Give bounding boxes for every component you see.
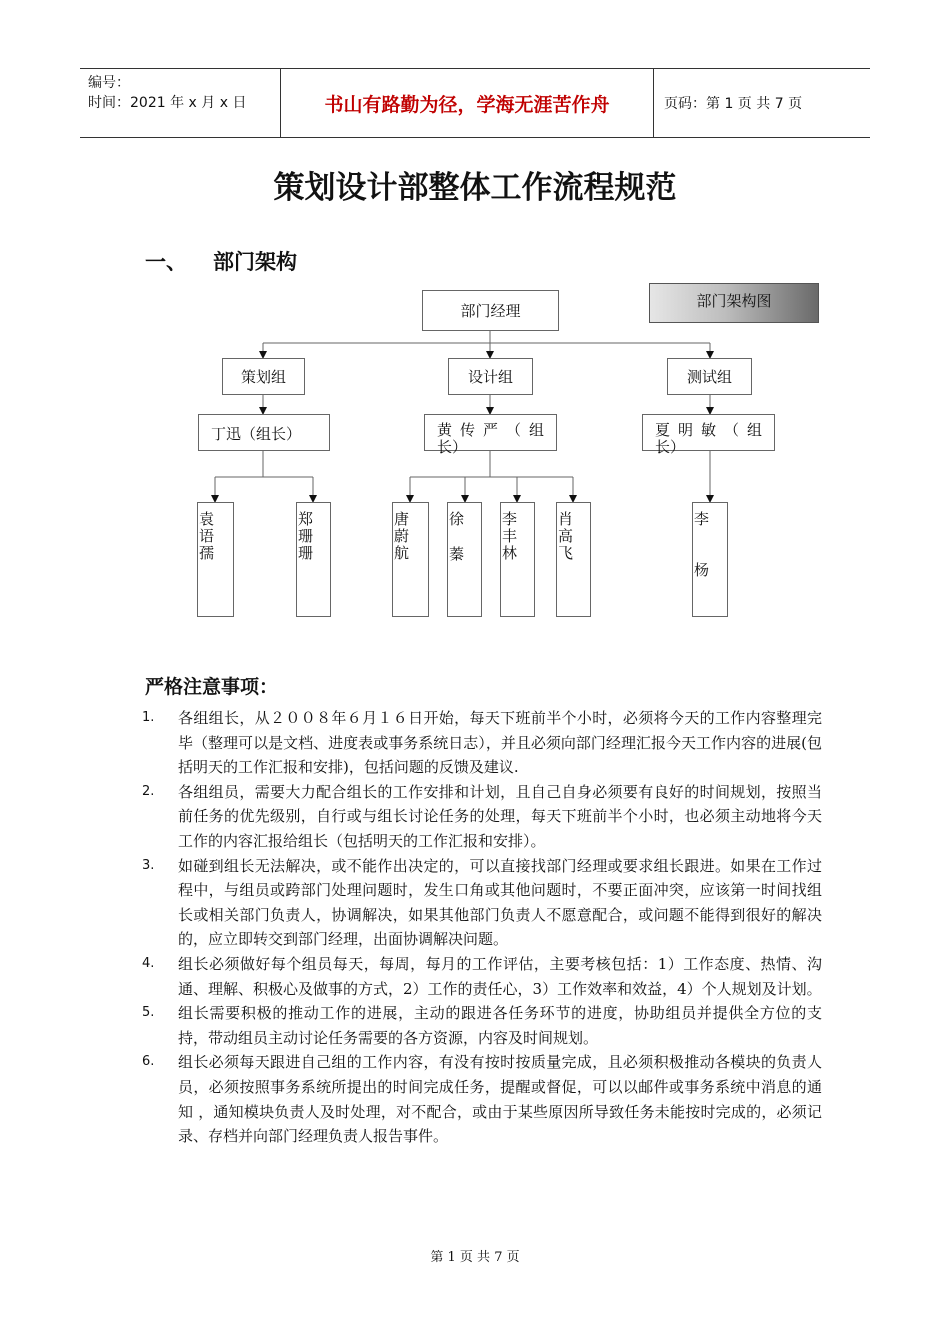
- list-item-number: 1.: [142, 710, 155, 725]
- header-number: 编号：: [88, 75, 130, 91]
- org-manager-label: 部门经理: [460, 302, 521, 320]
- list-item-number: 3.: [142, 857, 155, 873]
- org-group-label: 设计组: [467, 368, 513, 386]
- org-group-testing: [667, 358, 752, 395]
- org-member-name: 袁语孺: [197, 511, 215, 562]
- list-item-text: 如碰到组长无法解决，或不能作出决定的，可以直接找部门经理或要求组长跟进。如果在工作过程中，与组员或跨部门处理问题时，发生口角或其他问题时，不要正面冲突，应该第一时间找组长或相关部门负责人，协调解决，如果其他部门负责人不愿意配合，或问题不能得到很好的解决的，应立即转交到部门经理，出面协调解决问题。: [178, 856, 822, 949]
- page-footer: 第 1 页 共 7 页: [430, 1250, 520, 1265]
- org-lead-testing: [642, 414, 775, 456]
- org-group-label: 策划组: [240, 368, 286, 386]
- list-item: [142, 1050, 822, 1148]
- org-member-name: 李杨: [692, 511, 710, 613]
- list-item-text: 组长必须做好每个组员每天，每周，每月的工作评估，主要考核包括：1）工作态度、热情、沟通、理解、积极心及做事的方式，2）工作的责任心，3）工作效率和效益，4）个人规划及计划。: [178, 954, 822, 998]
- org-group-label: 测试组: [686, 368, 732, 386]
- document-title: 策划设计部整体工作流程规范: [273, 170, 677, 206]
- org-lead-label: 丁迅（组长）: [211, 425, 302, 443]
- org-member-box: [692, 502, 728, 617]
- org-member-name: 郑珊珊: [296, 511, 314, 562]
- section-number: 一、: [145, 249, 187, 274]
- list-item-number: 2.: [142, 783, 155, 799]
- list-item: [142, 780, 822, 854]
- org-lead-line1: 黄传严（组: [437, 421, 544, 439]
- org-member-box: [392, 502, 429, 617]
- header-page-info: 页码：第 1 页 共 7 页: [664, 96, 803, 112]
- org-chart-legend: 部门架构图: [649, 283, 819, 323]
- org-group-design: [448, 358, 533, 395]
- org-group-planning: [222, 358, 305, 395]
- list-item: [142, 1001, 822, 1050]
- org-lead-line2: 长）: [437, 438, 468, 456]
- org-manager-box: [422, 290, 559, 331]
- org-member-name: 肖高飞: [556, 511, 574, 562]
- header-time: 时间：2021 年 x 月 x 日: [88, 95, 247, 111]
- notes-heading: 严格注意事项：: [145, 676, 279, 698]
- list-item: [142, 706, 822, 780]
- list-item: [142, 854, 822, 952]
- section-title: 部门架构: [213, 249, 297, 274]
- list-item-text: 各组组员，需要大力配合组长的工作安排和计划，且自己自身必须要有良好的时间规划，按照当前任务的优先级别，自行或与组长讨论任务的处理，每天下班前半个小时，也必须主动地将今天工作的内容汇报给组长（包括明天的工作汇报和安排）。: [178, 782, 822, 850]
- notes-list: [142, 706, 822, 1149]
- org-member-name: 唐蔚航: [392, 511, 410, 562]
- list-item-text: 各组组长，从２００８年６月１６日开始，每天下班前半个小时，必须将今天的工作内容整理完毕（整理可以是文档、进度表或事务系统日志），并且必须向部门经理汇报今天工作内容的进展(包括明天的工作汇报和安排)，包括问题的反馈及建议.: [178, 709, 822, 777]
- org-lead-planning: [198, 414, 330, 451]
- list-item: [142, 952, 822, 1001]
- list-item-number: 6.: [142, 1054, 155, 1070]
- org-member-box: [556, 502, 591, 617]
- org-lead-line2: 长）: [655, 438, 686, 456]
- org-member-box: [197, 502, 234, 617]
- org-lead-design: [424, 414, 557, 456]
- org-member-box: [447, 502, 482, 617]
- org-member-box: [296, 502, 331, 617]
- org-member-box: [500, 502, 535, 617]
- org-member-name: 徐蓁: [447, 511, 465, 581]
- list-item-number: 5.: [142, 1005, 155, 1021]
- header-motto: 书山有路勤为径，学海无涯苦作舟: [280, 69, 654, 137]
- list-item-text: 组长需要积极的推动工作的进展，主动的跟进各任务环节的进度，协助组员并提供全方位的支持，带动组员主动讨论任务需要的各方资源，内容及时间规划。: [178, 1004, 822, 1047]
- org-member-name: 李丰林: [500, 511, 518, 562]
- org-lead-line1: 夏明敏（组: [655, 421, 762, 439]
- list-item-text: 组长必须每天跟进自己组的工作内容，有没有按时按质量完成，且必须积极推动各模块的负责人员，必须按照事务系统所提出的时间完成任务，提醒或督促，可以以邮件或事务系统中消息的通知 ，通知模块负责人及时处理，对不配合，或由于某些原因所导致任务未能按时完成的，必须记录、存档并向部门经理负责人报告事件。: [178, 1053, 822, 1146]
- list-item-number: 4.: [142, 955, 155, 971]
